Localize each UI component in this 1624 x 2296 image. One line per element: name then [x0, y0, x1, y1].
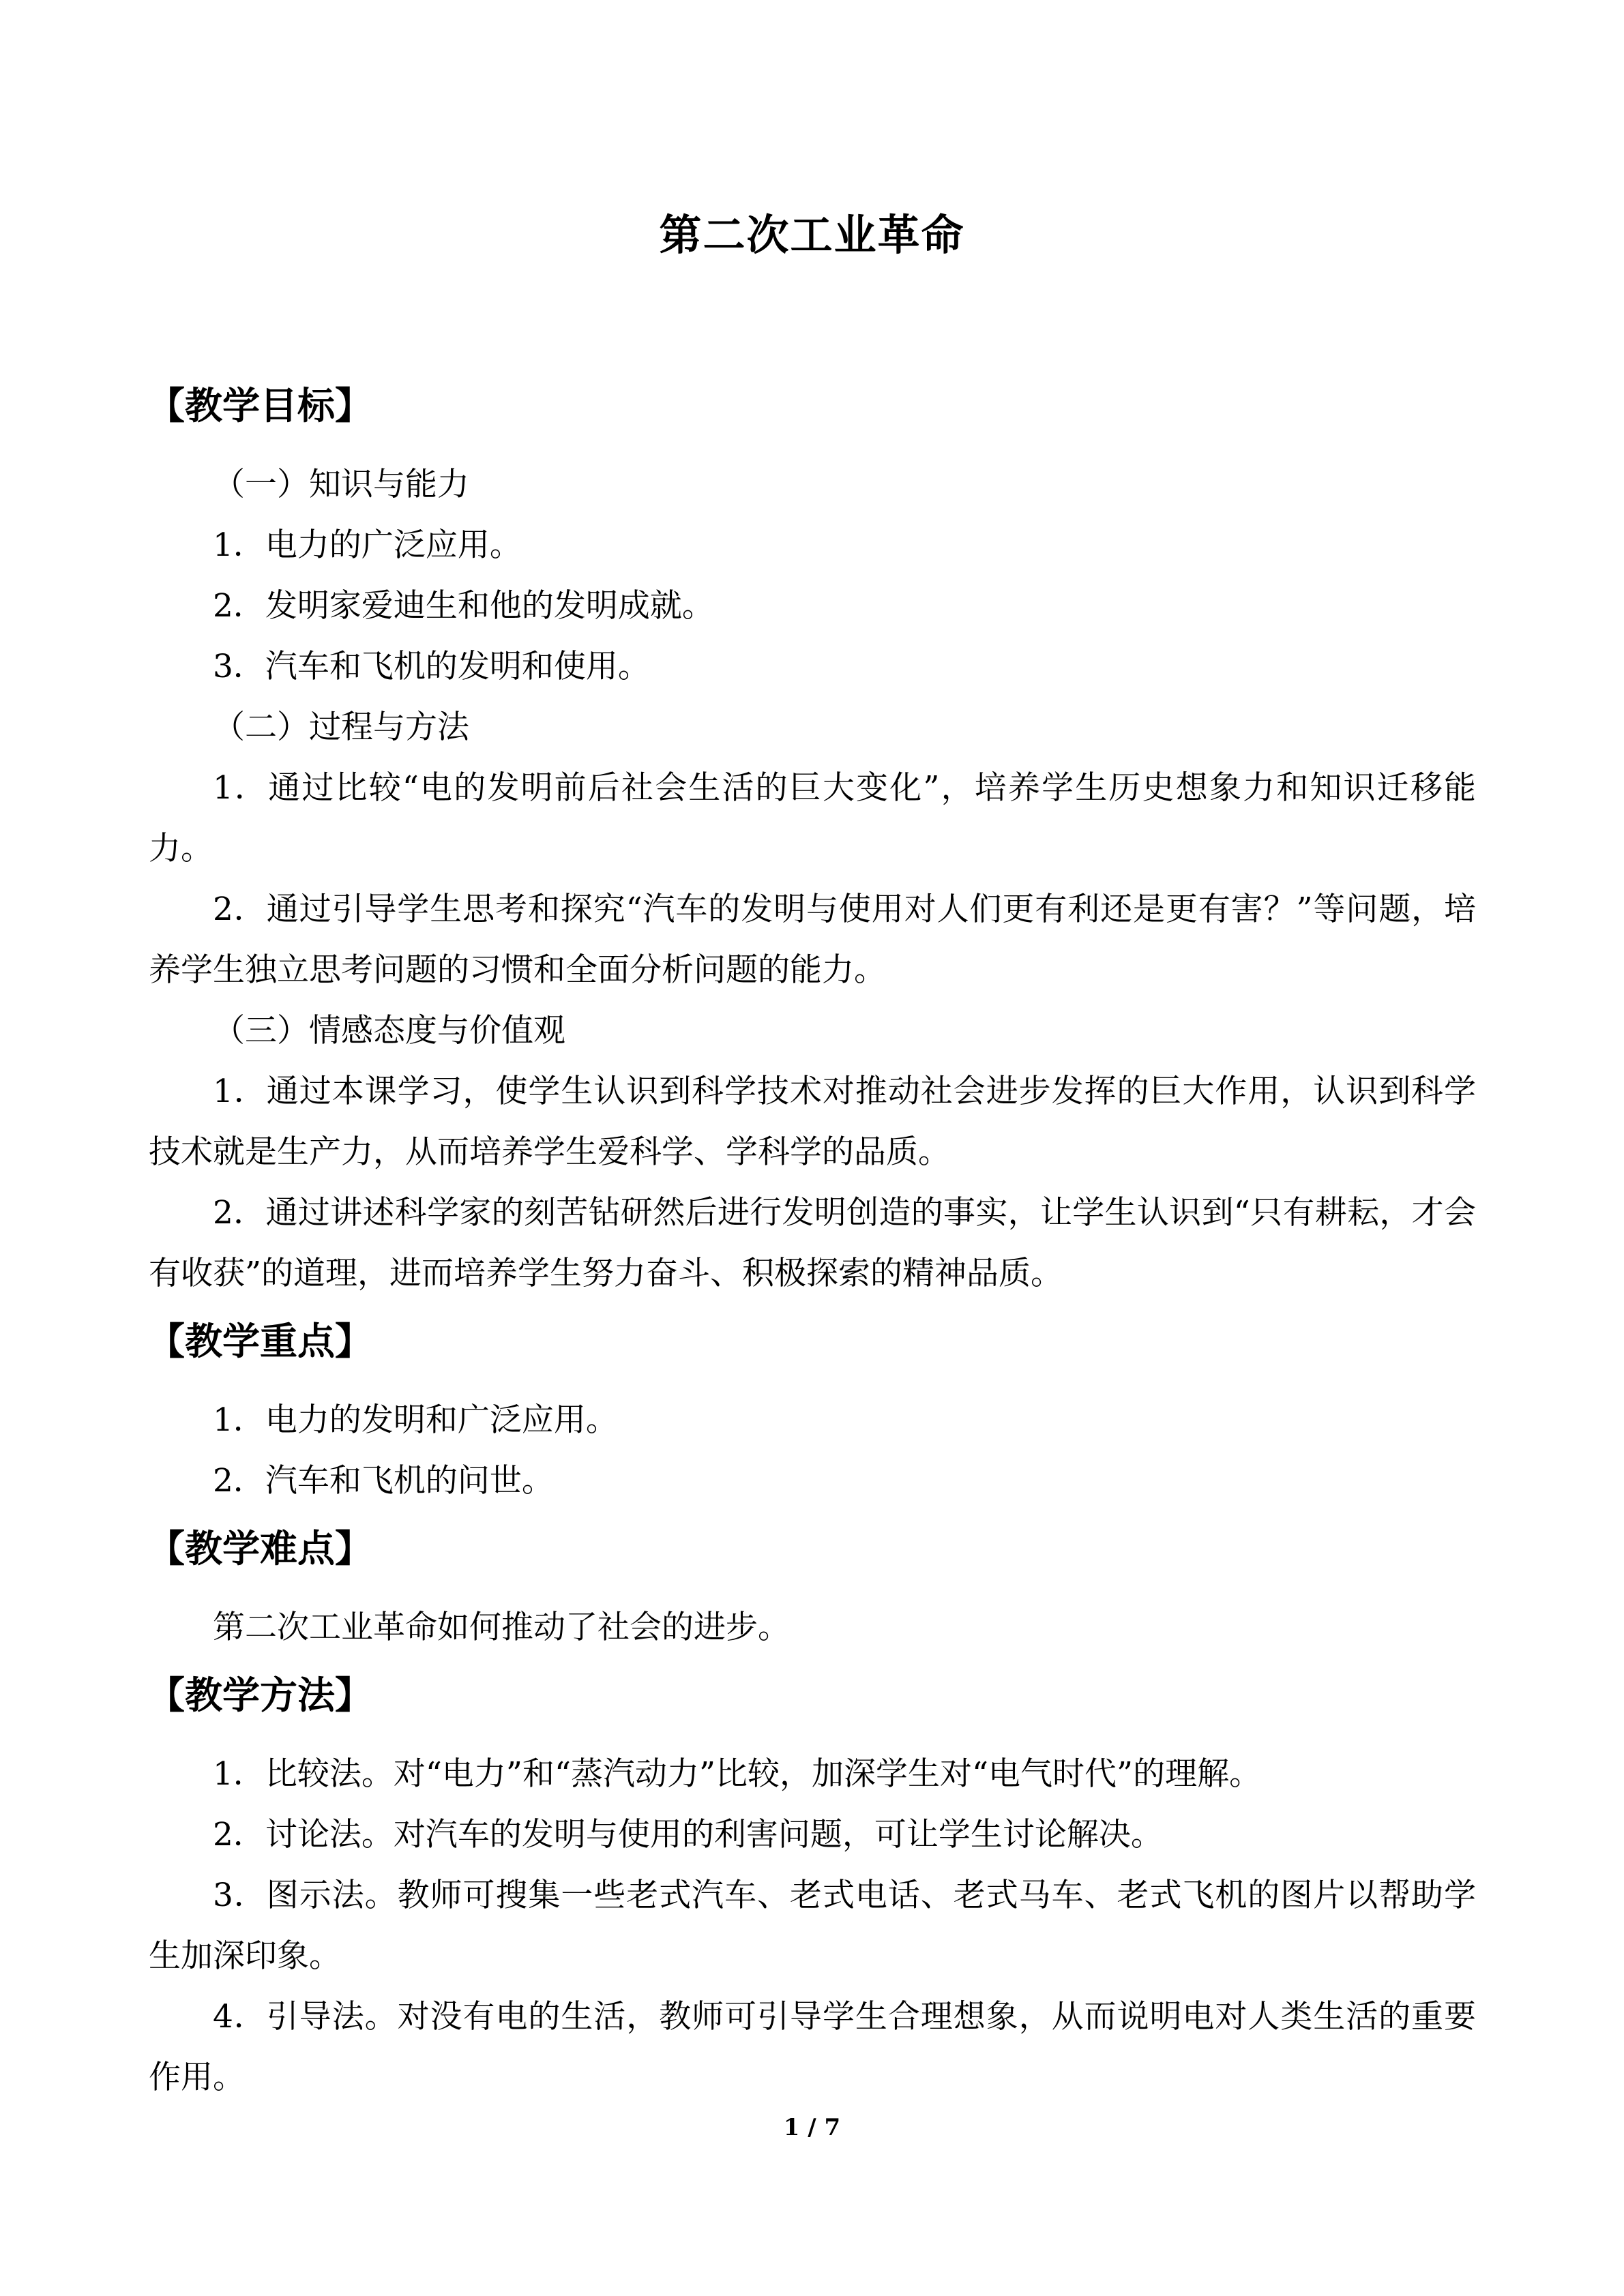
section-heading-key-points: 【教学重点】 [147, 1319, 373, 1363]
paragraph: 4．引导法。对没有电的生活，教师可引导学生合理想象，从而说明电对人类生活的重要作用。 [149, 1998, 1476, 2096]
paragraph: 2．汽车和飞机的问世。 [213, 1462, 554, 1500]
paragraph: 1．比较法。对“电力”和“蒸汽动力”比较，加深学生对“电气时代”的理解。 [213, 1755, 1262, 1793]
section-heading-methods: 【教学方法】 [147, 1673, 373, 1717]
paragraph: 1．通过本课学习，使学生认识到科学技术对推动社会进步发挥的巨大作用，认识到科学技术就是生产力，从而培养学生爱科学、学科学的品质。 [149, 1073, 1476, 1171]
paragraph: 1．电力的发明和广泛应用。 [213, 1401, 618, 1439]
subheading-process: （二）过程与方法 [213, 709, 469, 746]
paragraph: 3．汽车和飞机的发明和使用。 [213, 648, 650, 685]
paragraph: 2．通过引导学生思考和探究“汽车的发明与使用对人们更有利还是更有害？”等问题，培养学生独立思考问题的习惯和全面分析问题的能力。 [149, 891, 1476, 989]
section-heading-objectives: 【教学目标】 [147, 383, 373, 428]
paragraph: 2．发明家爱迪生和他的发明成就。 [213, 587, 714, 625]
section-heading-difficulties: 【教学难点】 [147, 1526, 373, 1570]
subheading-knowledge: （一）知识与能力 [213, 466, 469, 503]
page-number: 1 / 7 [783, 2114, 841, 2141]
document-body [149, 382, 1476, 2108]
paragraph: 1．通过比较“电的发明前后社会生活的巨大变化”，培养学生历史想象力和知识迁移能力。 [149, 769, 1476, 867]
paragraph: 2．讨论法。对汽车的发明与使用的利害问题，可让学生讨论解决。 [213, 1816, 1163, 1853]
paragraph: 1．电力的广泛应用。 [213, 526, 522, 564]
paragraph: 第二次工业革命如何推动了社会的进步。 [213, 1609, 790, 1646]
page-title: 第二次工业革命 [659, 210, 965, 260]
paragraph: 2．通过讲述科学家的刻苦钻研然后进行发明创造的事实，让学生认识到“只有耕耘，才会有收获”的道理，进而培养学生努力奋斗、积极探索的精神品质。 [149, 1194, 1476, 1292]
subheading-attitude: （三）情感态度与价值观 [213, 1012, 565, 1049]
paragraph: 3．图示法。教师可搜集一些老式汽车、老式电话、老式马车、老式飞机的图片以帮助学生加深印象。 [149, 1877, 1476, 1975]
